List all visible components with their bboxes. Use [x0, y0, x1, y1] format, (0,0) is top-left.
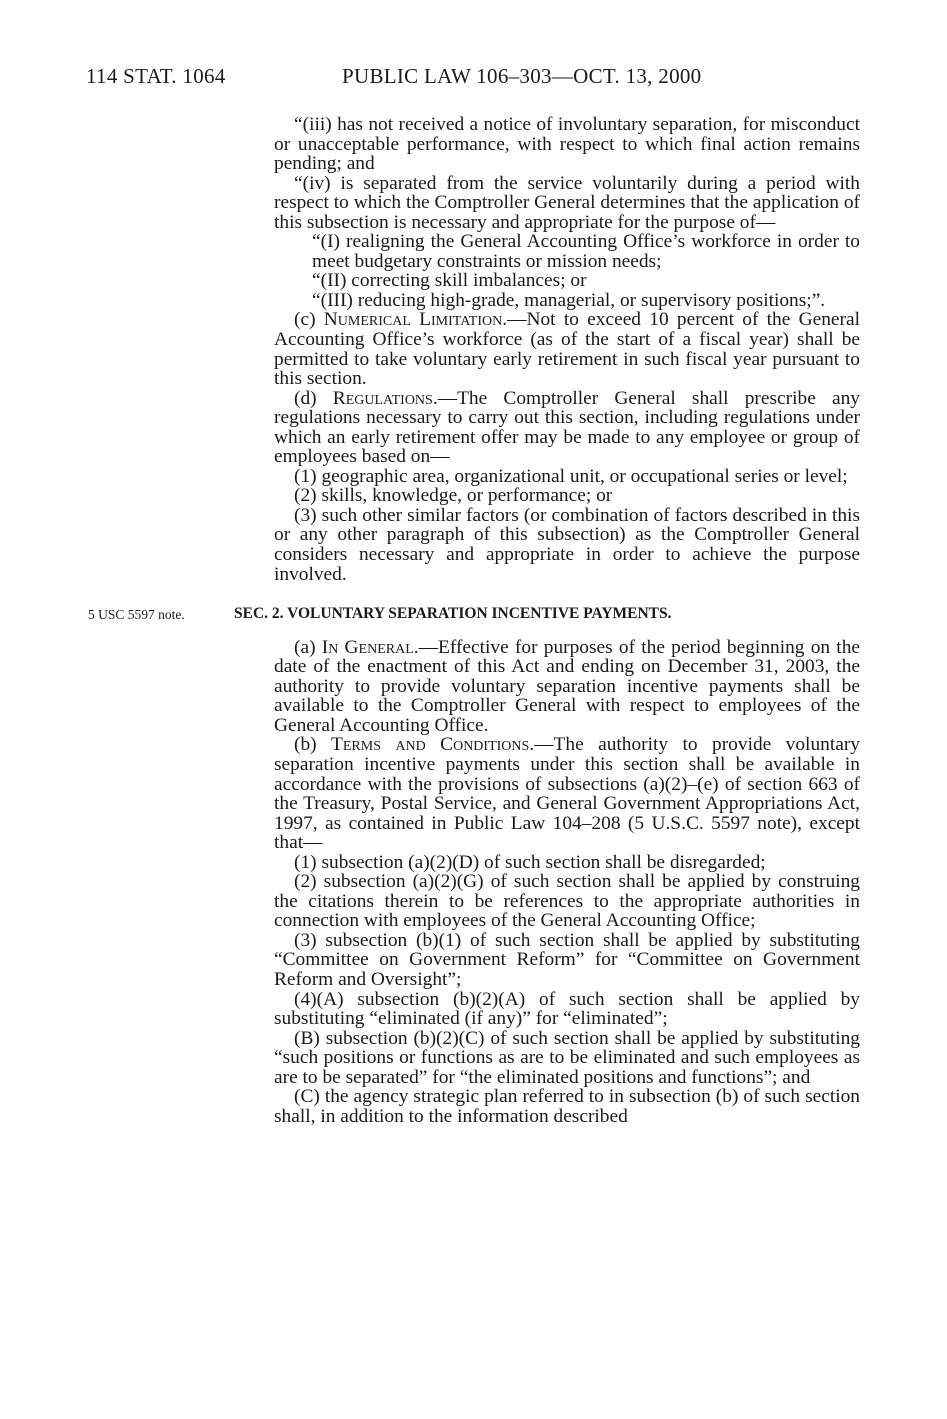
public-law-citation: PUBLIC LAW 106–303—OCT. 13, 2000	[342, 64, 702, 88]
subsection-c	[274, 310, 860, 388]
subsection-b-heading: Terms and Conditions.	[331, 734, 535, 756]
section-2-heading: SEC. 2. VOLUNTARY SEPARATION INCENTIVE PAYMENTS.	[234, 605, 672, 623]
subsection-d-text: —The Comptroller General shall prescribe any regulations necessary to carry out this section, including regulations under which an early retirement offer may be made to any employee or group of employees based on—	[274, 387, 860, 468]
subsection-c-text: —Not to exceed 10 percent of the General Accounting Office’s workforce (as of the start of a fiscal year) shall be permitted to take voluntary early retirement in such fiscal year pursuant to this section.	[274, 309, 860, 390]
b-paragraph-4B: (B) subsection (b)(2)(C) of such section shall be applied by substituting “such positions or functions as are to be eliminated and such employees as are to be separated” for “the eliminated positions and functions”; and	[274, 1027, 860, 1088]
clause-iv: “(iv) is separated from the service voluntarily during a period with respect to which the Comptroller General determines that the application of this subsection is necessary and appropriate for the purpose of—	[274, 172, 860, 233]
section-2-heading-row	[88, 604, 860, 624]
page-body	[88, 114, 861, 1127]
section-2-subsection-a	[274, 638, 860, 736]
clause-iii: “(iii) has not received a notice of involuntary separation, for misconduct or unacceptable performance, with respect to which final action remains pending; and	[274, 114, 860, 175]
paragraph-3: (3) such other similar factors (or combination of factors described in this or any other paragraph of this subsection) as the Comptroller General considers necessary and appropriate in order to achieve the purpose involved.	[274, 504, 860, 585]
statute-page-number: 114 STAT. 1064	[86, 64, 226, 88]
subclause-II: “(II) correcting skill imbalances; or	[312, 270, 587, 292]
subsection-b-label: (b)	[294, 734, 332, 756]
subsection-c-label: (c)	[294, 309, 324, 331]
subclause-I-text: “(I) realigning the General Accounting Office’s workforce in order to meet budgetary constraints or mission needs;	[312, 231, 860, 272]
subclause-III: “(III) reducing high-grade, managerial, or supervisory positions;”.	[312, 289, 826, 311]
subsection-d	[274, 389, 860, 467]
b-paragraph-3: (3) subsection (b)(1) of such section shall be applied by substituting “Committee on Government Reform” for “Committee on Government Reform and Oversight”;	[274, 929, 860, 990]
margin-citation: 5 USC 5597 note.	[88, 607, 185, 623]
paragraph-2: (2) skills, knowledge, or performance; or	[294, 485, 613, 507]
b-paragraph-1: (1) subsection (a)(2)(D) of such section shall be disregarded;	[294, 851, 766, 873]
subclause-I	[312, 232, 860, 271]
subsection-b-text: —The authority to provide voluntary separation incentive payments under this section shall be available in accordance with the provisions of subsections (a)(2)–(e) of section 663 of the Treasury, Postal Service, and General Government Appropriations Act, 1997, as contained in Public Law 104–208 (5 U.S.C. 5597 note), except that—	[274, 734, 860, 854]
subsection-a-heading: In General.	[321, 636, 419, 658]
paragraph-1: (1) geographic area, organizational unit, or occupational series or level;	[294, 465, 848, 487]
subsection-a-label: (a)	[294, 636, 322, 658]
subsection-a-text: —Effective for purposes of the period beginning on the date of the enactment of this Act and ending on December 31, 2003, the authority to provide voluntary separation incentive payments shall be available to the Comptroller General with respect to employees of the General Accounting Office.	[274, 636, 861, 736]
b-paragraph-4A: (4)(A) subsection (b)(2)(A) of such section shall be applied by substituting “eliminated (if any)” for “eliminated”;	[274, 988, 860, 1030]
b-paragraph-4C: (C) the agency strategic plan referred to in subsection (b) of such section shall, in addition to the information described	[274, 1086, 860, 1127]
subsection-c-heading: Numerical Limitation.	[323, 309, 508, 331]
subsection-d-label: (d)	[294, 387, 333, 409]
b-paragraph-2: (2) subsection (a)(2)(G) of such section shall be applied by construing the citations therein to be references to the appropriate authorities in connection with employees of the General Accounting Office;	[274, 871, 860, 932]
subsection-d-heading: Regulations.	[332, 387, 438, 409]
section-2-subsection-b	[274, 735, 860, 852]
